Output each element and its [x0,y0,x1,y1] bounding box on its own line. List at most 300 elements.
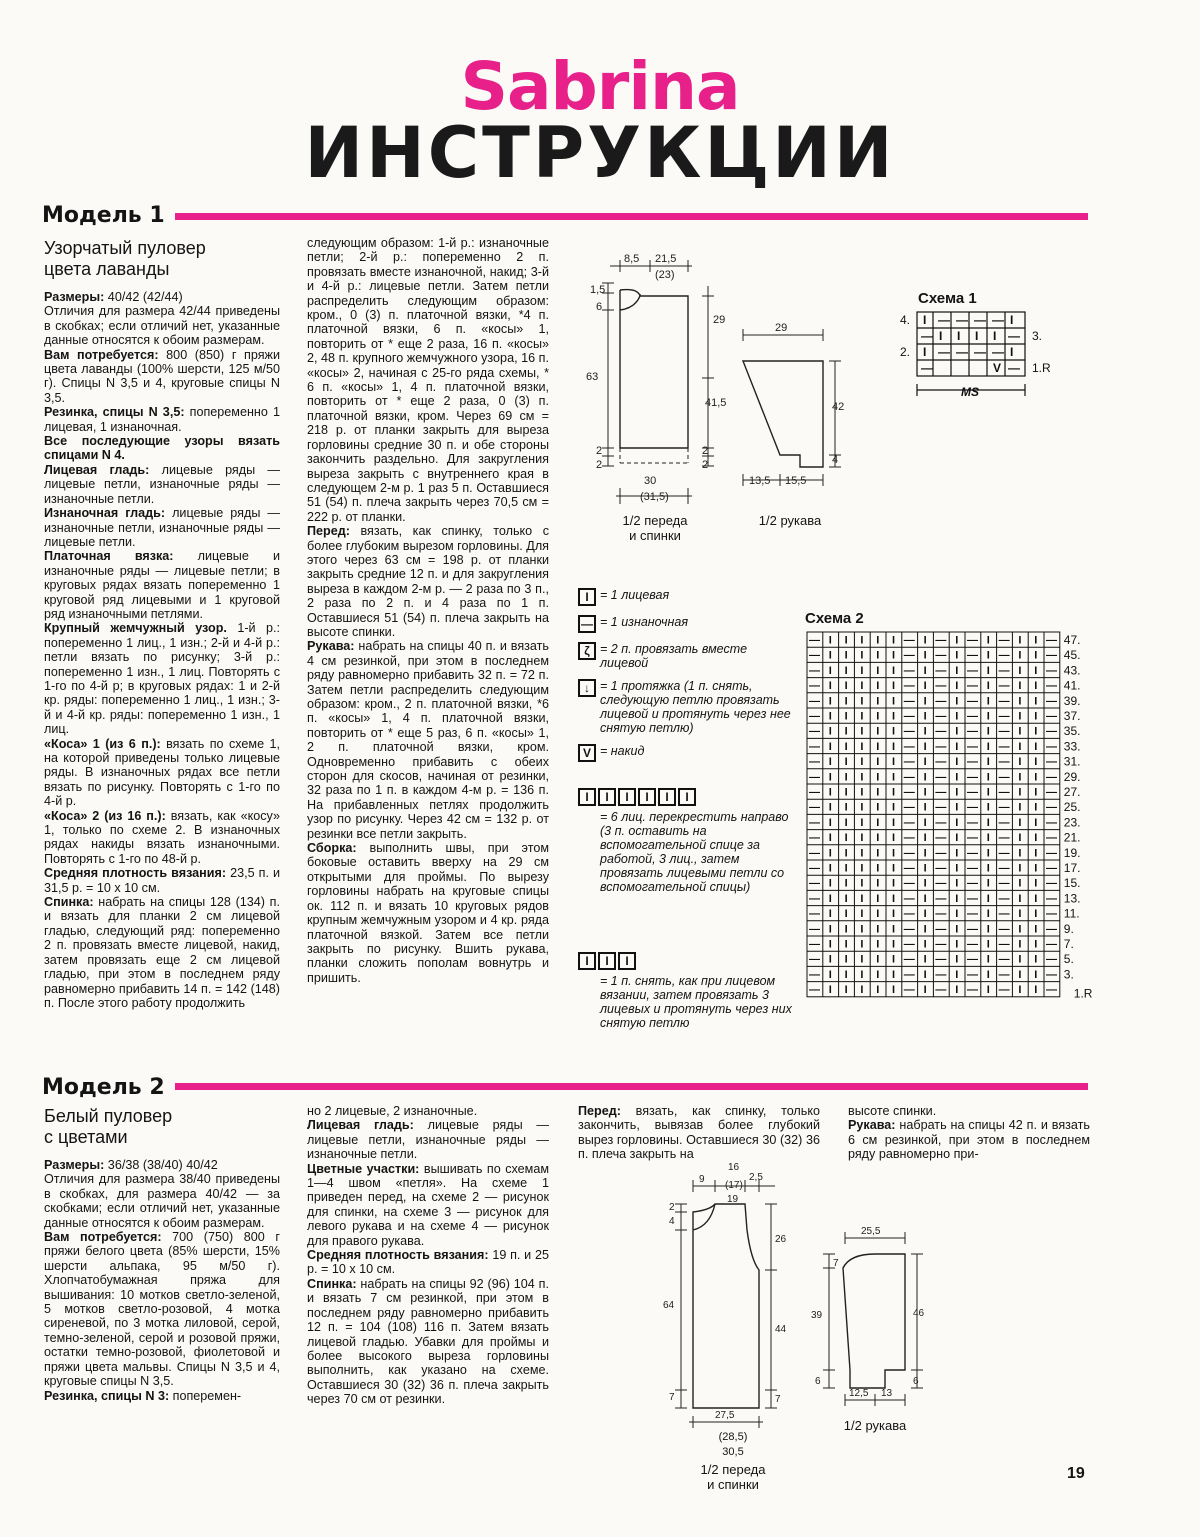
svg-text:I: I [844,938,848,951]
symbol-legend [578,588,793,771]
svg-text:I: I [955,756,959,769]
svg-text:—: — [903,816,915,829]
svg-text:—: — [809,695,820,708]
svg-text:I: I [844,923,848,936]
legend-symbol-icon: ζ [578,642,596,660]
svg-text:—: — [935,680,947,693]
svg-text:I: I [860,938,864,951]
svg-text:MS: MS [961,385,979,399]
svg-text:2: 2 [669,1202,675,1213]
svg-text:—: — [809,756,820,769]
svg-text:I: I [955,710,959,723]
svg-text:16: 16 [728,1162,740,1173]
svg-text:I: I [955,771,959,784]
svg-text:I: I [860,695,864,708]
svg-text:I: I [986,908,990,921]
svg-text:—: — [921,361,933,375]
model1-col1-paragraph-label: Размеры: [44,290,105,304]
svg-text:—: — [967,680,978,693]
svg-text:—: — [903,634,915,647]
svg-text:—: — [935,892,947,905]
model2-divider [175,1083,1088,1090]
model2-col4-paragraph: высоте спинки. [848,1104,937,1118]
svg-text:—: — [998,923,1010,936]
model1-col1-paragraph: Отличия для размера 42/44 приведены в скобках; если отличий нет, указанные данные относятся к обоим размерам. [44,304,280,348]
svg-text:39.: 39. [1063,693,1081,708]
svg-text:I: I [828,968,832,981]
svg-text:V: V [993,361,1002,375]
svg-text:I: I [876,740,880,753]
svg-text:I: I [1034,923,1038,936]
svg-text:27.: 27. [1063,785,1081,799]
svg-text:I: I [923,862,927,875]
svg-text:19: 19 [727,1194,739,1205]
svg-text:I: I [1018,649,1022,662]
svg-text:I: I [1010,345,1014,359]
svg-text:I: I [1018,953,1022,966]
svg-text:I: I [986,710,990,723]
svg-text:—: — [1046,847,1057,860]
svg-text:I: I [860,786,864,799]
svg-text:I: I [844,649,848,662]
svg-text:7: 7 [775,1394,781,1405]
model2-col1-paragraph-label: Вам потребуется: [44,1230,162,1245]
svg-text:I: I [1018,832,1022,845]
svg-text:I: I [986,816,990,829]
svg-text:(23): (23) [655,269,675,281]
svg-text:—: — [903,710,915,723]
svg-text:—: — [967,923,978,936]
svg-text:—: — [998,695,1010,708]
model1-col1-paragraph: Платочная вязка: лицевые и изнаночные ряды — лицевые петли; в круговых рядах вязать попеременно 1 круговой ряд лицевыми и 1 круговой ряд изнаночными петлями. [44,549,280,621]
svg-text:13: 13 [881,1388,893,1399]
svg-text:—: — [935,953,947,966]
svg-text:I: I [828,680,832,693]
svg-text:I: I [876,832,880,845]
svg-text:I: I [1018,968,1022,981]
model1-front-label: 1/2 переда и спинки [622,513,688,543]
schema1-title: Схема 1 [918,290,977,307]
svg-text:I: I [844,968,848,981]
svg-text:21,5: 21,5 [655,253,677,265]
svg-text:I: I [828,664,832,677]
svg-text:—: — [998,786,1010,799]
svg-text:—: — [809,862,820,875]
svg-text:I: I [828,786,832,799]
svg-text:I: I [955,816,959,829]
svg-text:I: I [876,786,880,799]
svg-text:I: I [1018,877,1022,890]
svg-text:I: I [828,832,832,845]
svg-text:—: — [956,345,968,359]
model1-text-col1 [44,290,280,1010]
cross-symbol-icon: I I I I I I [578,788,793,806]
svg-text:—: — [967,801,978,814]
svg-text:15.: 15. [1063,876,1081,891]
svg-text:I: I [955,984,959,997]
svg-text:—: — [809,740,820,753]
svg-text:I: I [844,786,848,799]
svg-text:I: I [828,847,832,860]
svg-text:—: — [1046,786,1057,799]
svg-text:1,5: 1,5 [590,284,606,296]
svg-text:I: I [828,801,832,814]
svg-text:I: I [828,862,832,875]
svg-text:—: — [809,725,820,738]
svg-text:I: I [892,649,896,662]
svg-text:I: I [955,664,959,677]
svg-text:—: — [967,938,978,951]
svg-text:I: I [892,862,896,875]
svg-text:39: 39 [811,1310,823,1321]
svg-text:—: — [809,710,820,723]
svg-text:I: I [986,953,990,966]
svg-text:—: — [998,680,1010,693]
model1-divider [175,213,1088,220]
svg-text:—: — [809,923,820,936]
svg-text:—: — [903,877,915,890]
svg-text:—: — [1046,968,1057,981]
svg-text:I: I [986,740,990,753]
svg-text:2: 2 [596,459,603,471]
svg-text:I: I [860,664,864,677]
legend-text: = 1 изнаночная [600,615,689,629]
svg-text:I: I [955,953,959,966]
svg-text:I: I [876,877,880,890]
svg-text:I: I [923,740,927,753]
svg-text:I: I [923,847,927,860]
model1-col1-paragraph-label: «Коса» 2 (из 16 п.): [44,808,166,823]
svg-text:—: — [1046,649,1057,662]
svg-text:I: I [955,847,959,860]
svg-text:—: — [903,801,915,814]
svg-text:I: I [828,634,832,647]
svg-text:13,5: 13,5 [749,475,771,487]
svg-text:29: 29 [713,314,726,326]
model2-col1-paragraph-label: Размеры: [44,1158,105,1172]
svg-text:—: — [998,953,1010,966]
svg-text:3.: 3. [1032,329,1043,343]
svg-text:I: I [1034,801,1038,814]
svg-text:—: — [992,345,1004,359]
model1-col2-paragraph-label: Перед: [307,524,350,539]
page-title: ИНСТРУКЦИИ [304,112,896,194]
svg-text:—: — [1046,695,1057,708]
model2-col2-paragraph-label: Средняя плотность вязания: [307,1248,489,1263]
svg-text:I: I [876,680,880,693]
svg-text:3.: 3. [1063,967,1074,982]
svg-text:I: I [876,756,880,769]
svg-text:—: — [903,725,915,738]
svg-text:(31,5): (31,5) [640,491,669,503]
svg-text:I: I [1034,740,1038,753]
legend-cross-item: I I I I I I = 6 лиц. перекрестить направо (3 п. оставить на вспомогательной спице за работой, 3 лиц., затем провязать лицевыми петли со вспомогательной спицы) [578,788,793,894]
svg-text:I: I [1018,680,1022,693]
svg-text:—: — [903,938,915,951]
svg-text:I: I [986,923,990,936]
svg-text:I: I [1034,862,1038,875]
svg-text:I: I [828,877,832,890]
legend-symbol-icon: I [578,588,596,606]
legend-symbol-icon: — [578,615,596,633]
svg-text:I: I [860,680,864,693]
svg-text:I: I [1034,832,1038,845]
svg-text:—: — [967,664,978,677]
svg-text:—: — [809,847,820,860]
svg-text:I: I [892,710,896,723]
svg-text:—: — [967,953,978,966]
svg-text:I: I [876,649,880,662]
svg-text:—: — [809,908,820,921]
svg-text:—: — [903,862,915,875]
model2-col1-paragraph: Отличия для размера 38/40 приведены в скобках, для размера 40/42 — за скобками; если отличий нет, указанные данные относятся к обоим размерам. [44,1172,280,1230]
svg-text:(17): (17) [725,1180,743,1191]
model2-text-col4 [848,1104,1090,1162]
legend-item [578,615,793,633]
svg-text:I: I [876,923,880,936]
svg-text:25.: 25. [1063,800,1081,815]
svg-text:I: I [828,740,832,753]
svg-text:I: I [892,877,896,890]
model2-heading: Модель 2 [42,1075,165,1100]
svg-text:37.: 37. [1063,709,1081,723]
svg-text:—: — [935,740,947,753]
svg-text:—: — [938,313,950,327]
svg-text:2,5: 2,5 [749,1172,763,1183]
model1-col1-paragraph-label: «Коса» 1 (из 6 п.): [44,736,161,751]
svg-text:I: I [955,649,959,662]
svg-text:I: I [844,984,848,997]
svg-text:—: — [809,984,820,997]
svg-text:I: I [1018,862,1022,875]
svg-text:I: I [986,771,990,784]
svg-text:I: I [892,664,896,677]
svg-text:I: I [828,908,832,921]
svg-text:I: I [923,923,927,936]
svg-text:I: I [955,892,959,905]
svg-text:—: — [935,664,947,677]
svg-text:I: I [986,756,990,769]
svg-text:—: — [809,771,820,784]
svg-text:I: I [939,329,943,343]
svg-text:33.: 33. [1063,739,1081,754]
svg-text:I: I [860,968,864,981]
svg-text:I: I [957,329,961,343]
svg-text:—: — [967,877,978,890]
svg-text:I: I [892,786,896,799]
model1-col1-paragraph: Спинка: набрать на спицы 128 (134) п. и вязать для планки 2 см лицевой гладью, следующий ряд: попеременно 2 п. провязать вместе лицевой, накид, затем провязать еще 2 см лицевой гладью, при этом в последнем ряду равномерно прибавить 14 п. = 142 (148) п. После этого работу продолжить [44,895,280,1010]
svg-text:I: I [860,740,864,753]
svg-text:I: I [1034,938,1038,951]
svg-text:I: I [892,740,896,753]
svg-text:—: — [1046,634,1057,647]
svg-text:I: I [923,786,927,799]
svg-text:I: I [892,801,896,814]
svg-text:26: 26 [775,1234,787,1245]
svg-text:—: — [998,710,1010,723]
svg-text:63: 63 [586,371,599,383]
svg-text:—: — [1046,877,1057,890]
svg-text:—: — [998,801,1010,814]
svg-text:I: I [923,816,927,829]
svg-text:—: — [935,847,947,860]
svg-text:—: — [935,816,947,829]
svg-text:12,5: 12,5 [849,1388,869,1399]
svg-text:I: I [828,756,832,769]
svg-text:I: I [923,695,927,708]
svg-text:—: — [903,832,915,845]
svg-text:2: 2 [702,445,709,457]
svg-text:I: I [828,816,832,829]
svg-text:I: I [844,695,848,708]
model2-front-label: 1/2 переда и спинки [700,1462,766,1492]
model1-col1-paragraph-label: Все последующие узоры вязать спицами N 4. [44,434,280,463]
svg-text:I: I [955,634,959,647]
svg-text:I: I [876,710,880,723]
svg-text:30: 30 [644,475,657,487]
svg-text:I: I [1018,664,1022,677]
svg-text:I: I [860,923,864,936]
svg-text:I: I [892,771,896,784]
schema2-chart [805,630,1105,1010]
model2-col2-paragraph: но 2 лицевые, 2 изнаночные. [307,1104,478,1118]
svg-text:I: I [986,634,990,647]
svg-text:I: I [955,938,959,951]
svg-text:I: I [923,801,927,814]
svg-text:I: I [986,786,990,799]
svg-text:I: I [955,695,959,708]
svg-text:I: I [955,801,959,814]
legend-text: = накид [600,744,645,758]
svg-text:64: 64 [663,1300,675,1311]
model1-col1-paragraph-label: Лицевая гладь: [44,462,150,477]
svg-text:I: I [876,908,880,921]
svg-text:—: — [903,847,915,860]
model1-col1-paragraph: Изнаночная гладь: лицевые ряды — изнаночные петли, изнаночные ряды — лицевые петли. [44,506,280,549]
legend-item [578,744,793,762]
svg-text:I: I [986,649,990,662]
model2-col2-paragraph: Спинка: набрать на спицы 92 (96) 104 п. и вязать 7 см резинкой, при этом в последнем ряду равномерно прибавить 12 п. = 104 (108) 116 п. Затем вязать лицевой гладью. Убавки для проймы и более высокого выреза горловины выполнить, как указано на схеме. Оставшиеся 30 (32) 36 п. плеча закрыть через 70 см от резинки. [307,1276,549,1407]
page-number: 19 [1067,1465,1085,1482]
svg-text:—: — [903,771,915,784]
svg-text:I: I [860,725,864,738]
svg-text:I: I [860,816,864,829]
svg-text:—: — [998,649,1010,662]
svg-text:—: — [903,786,915,799]
svg-text:I: I [1034,710,1038,723]
svg-text:I: I [860,710,864,723]
svg-text:—: — [967,756,978,769]
svg-text:8,5: 8,5 [624,253,640,265]
svg-text:I: I [876,862,880,875]
svg-text:I: I [986,984,990,997]
svg-text:I: I [844,680,848,693]
svg-text:46: 46 [913,1308,925,1319]
svg-text:—: — [967,740,978,753]
legend-item [578,679,793,735]
svg-text:—: — [967,832,978,845]
svg-text:I: I [892,938,896,951]
svg-text:I: I [986,877,990,890]
svg-text:I: I [828,725,832,738]
svg-text:I: I [860,892,864,905]
model1-col1-paragraph: Размеры: 40/42 (42/44) [44,290,183,304]
svg-text:I: I [986,695,990,708]
svg-text:I: I [1034,877,1038,890]
svg-text:I: I [844,847,848,860]
svg-text:6: 6 [596,301,603,313]
svg-text:—: — [1046,832,1057,845]
model1-col1-paragraph: Крупный жемчужный узор. 1-й р.: попеременно 1 лиц., 1 изн.; 2-й и 4-й р.: петли вязать по рисунку; 3-й р.: попеременно 1 изн., 1 лиц. Повторять с 1-го по 4-й р; в круговых рядах: 1 и 2-й кр. ряды: попеременно 1 лиц., 1 изн.; 3-й и 4-й кр. ряды: попеременно 1 изн., 1 лиц. [44,621,280,737]
svg-text:7.: 7. [1063,937,1074,951]
svg-text:—: — [903,968,915,981]
svg-text:—: — [809,801,820,814]
svg-text:I: I [923,649,927,662]
svg-text:9.: 9. [1063,921,1074,936]
svg-text:—: — [998,908,1010,921]
svg-text:I: I [1018,938,1022,951]
svg-text:5.: 5. [1063,952,1074,967]
svg-text:I: I [860,984,864,997]
svg-text:I: I [844,725,848,738]
svg-text:I: I [1018,847,1022,860]
svg-text:I: I [986,938,990,951]
svg-text:I: I [955,908,959,921]
svg-text:—: — [1046,923,1057,936]
svg-text:I: I [844,710,848,723]
legend-pass-item: I I I = 1 п. снять, как при лицевом вязании, затем провязать 3 лицевых и протянуть через них снятую петлю [578,952,793,1030]
svg-text:—: — [903,953,915,966]
svg-text:—: — [1046,740,1057,753]
model2-col1-paragraph-label: Резинка, спицы N 3: [44,1388,170,1403]
svg-text:I: I [844,832,848,845]
model2-col2-paragraph: Цветные участки: вышивать по схемам 1—4 швом «петля». На схеме 1 приведен перед, на схеме 2 — рисунок для спинки, на схеме 3 — рисунок для левого рукава и на схеме 4 — рисунок для правого рукава. [307,1161,549,1248]
svg-text:I: I [955,862,959,875]
svg-text:I: I [923,680,927,693]
svg-text:I: I [923,313,927,327]
svg-text:I: I [1018,816,1022,829]
svg-text:I: I [892,725,896,738]
svg-text:I: I [986,801,990,814]
model1-col1-paragraph: Средняя плотность вязания: 23,5 п. и 31,5 р. = 10 х 10 см. [44,866,280,895]
model1-col1-paragraph-label: Платочная вязка: [44,549,174,564]
svg-text:—: — [967,908,978,921]
svg-text:I: I [828,649,832,662]
model2-col4-paragraph-label: Рукава: [848,1118,896,1133]
svg-text:—: — [967,984,978,997]
svg-text:I: I [844,816,848,829]
model1-col1-paragraph-label: Средняя плотность вязания: [44,866,227,881]
svg-text:I: I [876,892,880,905]
svg-text:—: — [935,710,947,723]
model2-front-schematic [655,1160,805,1430]
model1-col1-paragraph-label: Крупный жемчужный узор. [44,621,227,636]
svg-text:I: I [1018,695,1022,708]
svg-text:—: — [809,938,820,951]
svg-text:45.: 45. [1063,648,1081,663]
svg-text:I: I [876,634,880,647]
model1-col2-paragraph-label: Рукава: [307,639,355,654]
svg-text:—: — [935,968,947,981]
svg-text:—: — [809,786,820,799]
svg-text:I: I [923,832,927,845]
svg-text:—: — [903,740,915,753]
model2-text-col1 [44,1158,280,1403]
model2-col3-paragraph: Перед: вязать, как спинку, только закончить, вывязав более глубокий вырез горловины. Оставшиеся 30 (32) 36 п. плеча закрыть на [578,1104,820,1162]
svg-text:21.: 21. [1063,830,1081,845]
svg-text:I: I [955,680,959,693]
svg-text:—: — [998,938,1010,951]
